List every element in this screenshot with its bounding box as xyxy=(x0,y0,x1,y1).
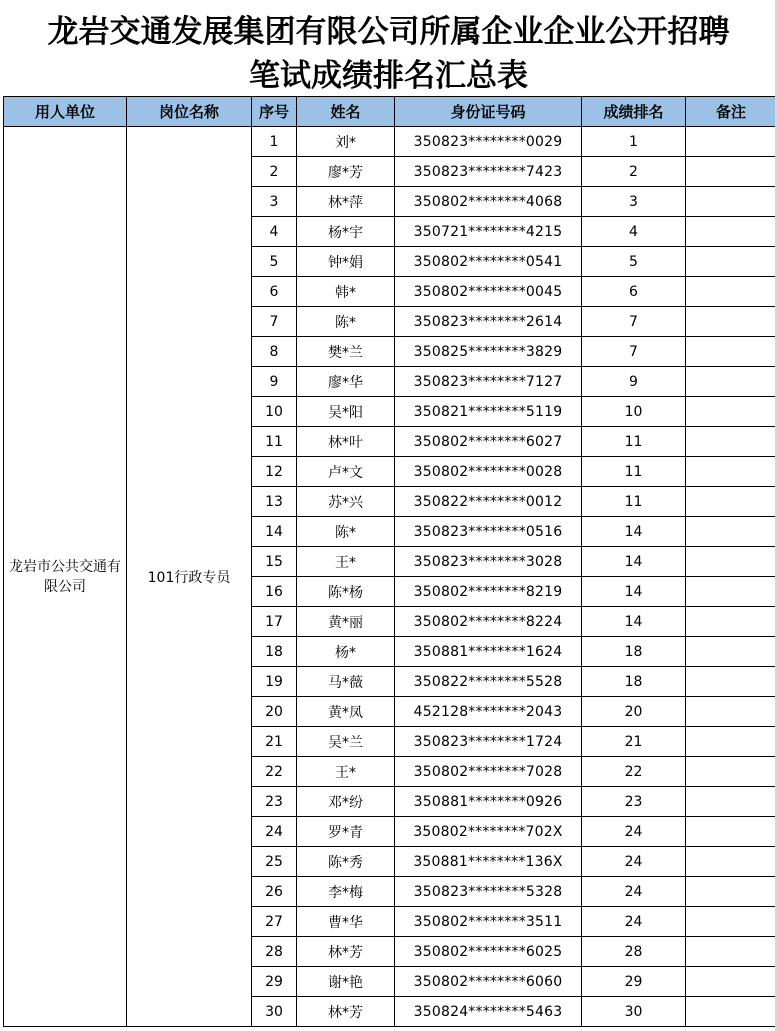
cell-name[interactable]: 林*芳 xyxy=(297,937,395,967)
cell-rank[interactable]: 5 xyxy=(582,247,686,277)
cell-id[interactable]: 350802********8219 xyxy=(395,577,582,607)
cell-seq[interactable]: 27 xyxy=(252,907,297,937)
cell-rank[interactable]: 28 xyxy=(582,937,686,967)
cell-seq[interactable]: 15 xyxy=(252,547,297,577)
cell-rank[interactable]: 18 xyxy=(582,637,686,667)
cell-rank[interactable]: 24 xyxy=(582,907,686,937)
cell-seq[interactable]: 1 xyxy=(252,127,297,157)
cell-note[interactable] xyxy=(686,997,777,1027)
cell-id[interactable]: 350802********0028 xyxy=(395,457,582,487)
cell-note[interactable] xyxy=(686,757,777,787)
cell-name[interactable]: 黄*凤 xyxy=(297,697,395,727)
cell-name[interactable]: 廖*华 xyxy=(297,367,395,397)
cell-rank[interactable]: 11 xyxy=(582,457,686,487)
header-row xyxy=(4,97,777,127)
cell-note[interactable] xyxy=(686,727,777,757)
cell-seq[interactable]: 16 xyxy=(252,577,297,607)
cell-seq[interactable]: 20 xyxy=(252,697,297,727)
cell-note[interactable] xyxy=(686,457,777,487)
cell-id[interactable]: 350881********136X xyxy=(395,847,582,877)
cell-seq[interactable]: 23 xyxy=(252,787,297,817)
cell-note[interactable] xyxy=(686,787,777,817)
cell-name[interactable]: 黄*丽 xyxy=(297,607,395,637)
cell-rank[interactable]: 14 xyxy=(582,517,686,547)
cell-id[interactable]: 350802********0045 xyxy=(395,277,582,307)
cell-id[interactable]: 350825********3829 xyxy=(395,337,582,367)
cell-rank[interactable]: 24 xyxy=(582,847,686,877)
cell-rank[interactable]: 4 xyxy=(582,217,686,247)
cell-id[interactable]: 350823********5328 xyxy=(395,877,582,907)
cell-name[interactable]: 苏*兴 xyxy=(297,487,395,517)
col-header-note[interactable]: 备注 xyxy=(686,97,777,127)
cell-id[interactable]: 350823********7423 xyxy=(395,157,582,187)
cell-id[interactable]: 350823********0516 xyxy=(395,517,582,547)
cell-seq[interactable]: 13 xyxy=(252,487,297,517)
cell-note[interactable] xyxy=(686,157,777,187)
results-table xyxy=(3,96,777,1027)
cell-rank[interactable]: 11 xyxy=(582,487,686,517)
cell-rank[interactable]: 24 xyxy=(582,817,686,847)
cell-id[interactable]: 350802********6027 xyxy=(395,427,582,457)
cell-seq[interactable]: 25 xyxy=(252,847,297,877)
cell-rank[interactable]: 22 xyxy=(582,757,686,787)
cell-unit[interactable]: 龙岩市公共交通有限公司 xyxy=(4,127,127,1027)
cell-name[interactable]: 卢*文 xyxy=(297,457,395,487)
cell-seq[interactable]: 10 xyxy=(252,397,297,427)
cell-id[interactable]: 350802********4068 xyxy=(395,187,582,217)
col-header-id[interactable]: 身份证号码 xyxy=(395,97,582,127)
cell-note[interactable] xyxy=(686,427,777,457)
cell-seq[interactable]: 8 xyxy=(252,337,297,367)
cell-seq[interactable]: 28 xyxy=(252,937,297,967)
cell-seq[interactable]: 3 xyxy=(252,187,297,217)
table-body xyxy=(4,127,777,1027)
cell-rank[interactable]: 10 xyxy=(582,397,686,427)
cell-seq[interactable]: 11 xyxy=(252,427,297,457)
cell-seq[interactable]: 24 xyxy=(252,817,297,847)
cell-name[interactable]: 李*梅 xyxy=(297,877,395,907)
cell-seq[interactable]: 26 xyxy=(252,877,297,907)
cell-rank[interactable]: 9 xyxy=(582,367,686,397)
cell-name[interactable]: 曹*华 xyxy=(297,907,395,937)
cell-seq[interactable]: 21 xyxy=(252,727,297,757)
cell-seq[interactable]: 4 xyxy=(252,217,297,247)
cell-note[interactable] xyxy=(686,397,777,427)
cell-post[interactable]: 101行政专员 xyxy=(127,127,252,1027)
cell-id[interactable]: 350824********5463 xyxy=(395,997,582,1027)
cell-rank[interactable]: 29 xyxy=(582,967,686,997)
cell-note[interactable] xyxy=(686,277,777,307)
cell-id[interactable]: 350802********6060 xyxy=(395,967,582,997)
cell-name[interactable]: 谢*艳 xyxy=(297,967,395,997)
cell-note[interactable] xyxy=(686,307,777,337)
cell-rank[interactable]: 2 xyxy=(582,157,686,187)
cell-rank[interactable]: 30 xyxy=(582,997,686,1027)
cell-note[interactable] xyxy=(686,907,777,937)
cell-id[interactable]: 350802********6025 xyxy=(395,937,582,967)
cell-note[interactable] xyxy=(686,547,777,577)
cell-rank[interactable]: 14 xyxy=(582,547,686,577)
cell-rank[interactable]: 14 xyxy=(582,577,686,607)
cell-seq[interactable]: 30 xyxy=(252,997,297,1027)
cell-note[interactable] xyxy=(686,817,777,847)
cell-seq[interactable]: 17 xyxy=(252,607,297,637)
cell-id[interactable]: 350822********5528 xyxy=(395,667,582,697)
cell-name[interactable]: 陈*杨 xyxy=(297,577,395,607)
cell-note[interactable] xyxy=(686,607,777,637)
cell-rank[interactable]: 14 xyxy=(582,607,686,637)
cell-note[interactable] xyxy=(686,517,777,547)
col-header-unit[interactable]: 用人单位 xyxy=(4,97,127,127)
cell-rank[interactable]: 21 xyxy=(582,727,686,757)
cell-name[interactable]: 陈* xyxy=(297,307,395,337)
cell-id[interactable]: 350802********8224 xyxy=(395,607,582,637)
cell-seq[interactable]: 19 xyxy=(252,667,297,697)
cell-note[interactable] xyxy=(686,367,777,397)
cell-seq[interactable]: 29 xyxy=(252,967,297,997)
cell-note[interactable] xyxy=(686,577,777,607)
cell-rank[interactable]: 3 xyxy=(582,187,686,217)
cell-rank[interactable]: 23 xyxy=(582,787,686,817)
col-header-seq[interactable]: 序号 xyxy=(252,97,297,127)
cell-name[interactable]: 陈* xyxy=(297,517,395,547)
cell-note[interactable] xyxy=(686,877,777,907)
cell-name[interactable]: 马*薇 xyxy=(297,667,395,697)
cell-note[interactable] xyxy=(686,667,777,697)
cell-note[interactable] xyxy=(686,187,777,217)
cell-rank[interactable]: 6 xyxy=(582,277,686,307)
cell-seq[interactable]: 9 xyxy=(252,367,297,397)
cell-name[interactable]: 林*萍 xyxy=(297,187,395,217)
cell-id[interactable]: 350821********5119 xyxy=(395,397,582,427)
cell-rank[interactable]: 7 xyxy=(582,337,686,367)
cell-id[interactable]: 350881********1624 xyxy=(395,637,582,667)
cell-note[interactable] xyxy=(686,487,777,517)
cell-id[interactable]: 350822********0012 xyxy=(395,487,582,517)
cell-note[interactable] xyxy=(686,127,777,157)
cell-note[interactable] xyxy=(686,247,777,277)
cell-name[interactable]: 吴*阳 xyxy=(297,397,395,427)
cell-id[interactable]: 350802********702X xyxy=(395,817,582,847)
col-header-rank[interactable]: 成绩排名 xyxy=(582,97,686,127)
cell-note[interactable] xyxy=(686,217,777,247)
cell-id[interactable]: 350881********0926 xyxy=(395,787,582,817)
col-header-name[interactable]: 姓名 xyxy=(297,97,395,127)
cell-name[interactable]: 邓*纷 xyxy=(297,787,395,817)
cell-id[interactable]: 350802********3511 xyxy=(395,907,582,937)
cell-name[interactable]: 林*叶 xyxy=(297,427,395,457)
cell-id[interactable]: 350823********1724 xyxy=(395,727,582,757)
cell-name[interactable]: 钟*娟 xyxy=(297,247,395,277)
col-header-post[interactable]: 岗位名称 xyxy=(127,97,252,127)
cell-id[interactable]: 350823********0029 xyxy=(395,127,582,157)
cell-rank[interactable]: 7 xyxy=(582,307,686,337)
cell-id[interactable]: 350802********0541 xyxy=(395,247,582,277)
cell-name[interactable]: 王* xyxy=(297,757,395,787)
cell-seq[interactable]: 22 xyxy=(252,757,297,787)
cell-name[interactable]: 吴*兰 xyxy=(297,727,395,757)
cell-name[interactable]: 罗*青 xyxy=(297,817,395,847)
cell-note[interactable] xyxy=(686,337,777,367)
cell-id[interactable]: 350823********3028 xyxy=(395,547,582,577)
cell-rank[interactable]: 20 xyxy=(582,697,686,727)
cell-note[interactable] xyxy=(686,937,777,967)
cell-seq[interactable]: 5 xyxy=(252,247,297,277)
cell-rank[interactable]: 11 xyxy=(582,427,686,457)
cell-seq[interactable]: 12 xyxy=(252,457,297,487)
cell-seq[interactable]: 2 xyxy=(252,157,297,187)
cell-seq[interactable]: 6 xyxy=(252,277,297,307)
cell-rank[interactable]: 18 xyxy=(582,667,686,697)
cell-seq[interactable]: 7 xyxy=(252,307,297,337)
cell-seq[interactable]: 18 xyxy=(252,637,297,667)
cell-name[interactable]: 樊*兰 xyxy=(297,337,395,367)
cell-name[interactable]: 廖*芳 xyxy=(297,157,395,187)
cell-rank[interactable]: 24 xyxy=(582,877,686,907)
cell-name[interactable]: 陈*秀 xyxy=(297,847,395,877)
cell-name[interactable]: 王* xyxy=(297,547,395,577)
title-line-2: 笔试成绩排名汇总表 xyxy=(249,58,528,94)
cell-id[interactable]: 350802********7028 xyxy=(395,757,582,787)
cell-name[interactable]: 杨* xyxy=(297,637,395,667)
cell-id[interactable]: 350823********2614 xyxy=(395,307,582,337)
cell-seq[interactable]: 14 xyxy=(252,517,297,547)
cell-id[interactable]: 350721********4215 xyxy=(395,217,582,247)
cell-name[interactable]: 林*芳 xyxy=(297,997,395,1027)
cell-name[interactable]: 韩* xyxy=(297,277,395,307)
cell-note[interactable] xyxy=(686,847,777,877)
cell-rank[interactable]: 1 xyxy=(582,127,686,157)
cell-note[interactable] xyxy=(686,637,777,667)
cell-id[interactable]: 452128********2043 xyxy=(395,697,582,727)
table-row xyxy=(4,127,777,157)
cell-note[interactable] xyxy=(686,697,777,727)
cell-name[interactable]: 杨*宇 xyxy=(297,217,395,247)
cell-name[interactable]: 刘* xyxy=(297,127,395,157)
cell-id[interactable]: 350823********7127 xyxy=(395,367,582,397)
title-line-1: 龙岩交通发展集团有限公司所属企业企业公开招聘 xyxy=(47,14,730,50)
cell-note[interactable] xyxy=(686,967,777,997)
